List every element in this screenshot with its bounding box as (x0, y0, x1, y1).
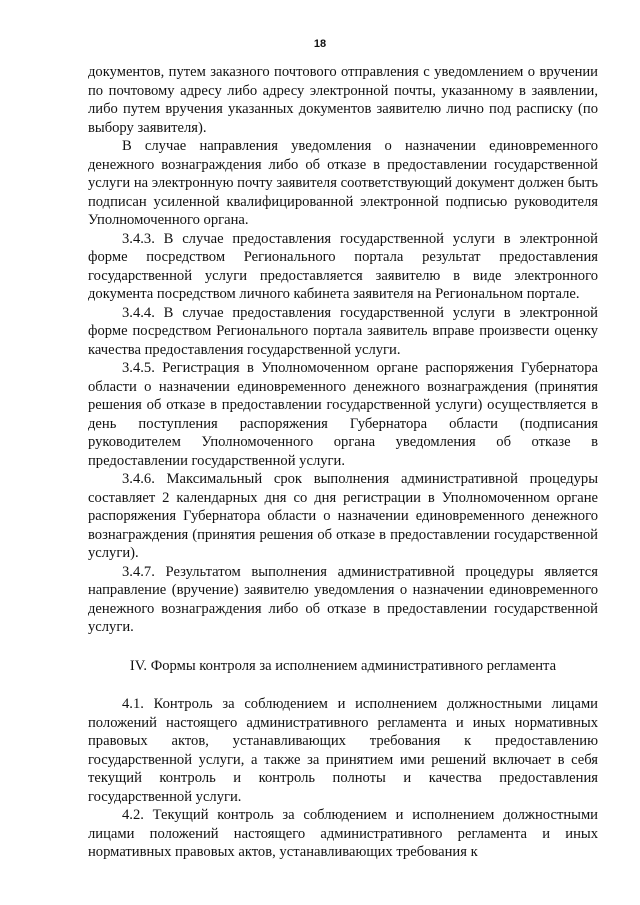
paragraph: 4.2. Текущий контроль за соблюдением и исполнением должностными лицами положений настоящего административного регламента и иных нормативных правовых актов, устанавливающих требования к (88, 807, 598, 860)
paragraph: 3.4.6. Максимальный срок выполнения административной процедуры составляет 2 календарных дня со дня регистрации в Уполномоченном органе распоряжения Губернатора области о назначении единовременного денежного вознаграждения (принятия решения об отказе в предоставлении государственной услуги). (88, 471, 598, 561)
section-heading: IV. Формы контроля за исполнением административного регламента (129, 657, 557, 674)
paragraph: 3.4.4. В случае предоставления государственной услуги в электронной форме посредством Регионального портала заявитель вправе произвести оценку качества предоставления государственной услуги. (88, 304, 598, 358)
paragraph: 4.1. Контроль за соблюдением и исполнением должностными лицами положений настоящего административного регламента и иных нормативных правовых актов, устанавливающих требования к предоставлению государственной услуги, а также за принятием ими решений включает в себя текущий контроль и контроль полноты и качества предоставления государственной услуги. (88, 696, 598, 805)
paragraph: 3.4.5. Регистрация в Уполномоченном органе распоряжения Губернатора области о назначении единовременного денежного вознаграждения (принятия решения об отказе в предоставлении государственной услуги) осуществляется в день поступления распоряжения Губернатора области (подписания руководителем Уполномоченного органа уведомления об отказе в предоставлении государственной услуги. (88, 360, 598, 469)
paragraph: 3.4.7. Результатом выполнения административной процедуры является направление (вручение) заявителю уведомления о назначении единовременного денежного вознаграждения либо об отказе в предоставлении государственной услуги. (88, 563, 598, 635)
paragraph: 3.4.3. В случае предоставления государственной услуги в электронной форме посредством Регионального портала результат предоставления государственной услуги предоставляется заявителю в виде электронного документа посредством личного кабинета заявителя на Региональном портале. (88, 230, 598, 302)
paragraph: документов, путем заказного почтового отправления с уведомлением о вручении по почтовому адресу либо адресу электронной почты, указанному в заявлении, либо путем вручения указанных документов заявителю лично под расписку (по выбору заявителя). (88, 64, 598, 136)
paragraph: В случае направления уведомления о назначении единовременного денежного вознаграждения либо об отказе в предоставлении государственной услуги на электронную почту заявителя соответствующий документ должен быть подписан усиленной квалифицированной электронной подписью руководителя Уполномоченного органа. (88, 138, 598, 228)
page-number: 18 (313, 38, 327, 50)
document-body (88, 63, 598, 862)
